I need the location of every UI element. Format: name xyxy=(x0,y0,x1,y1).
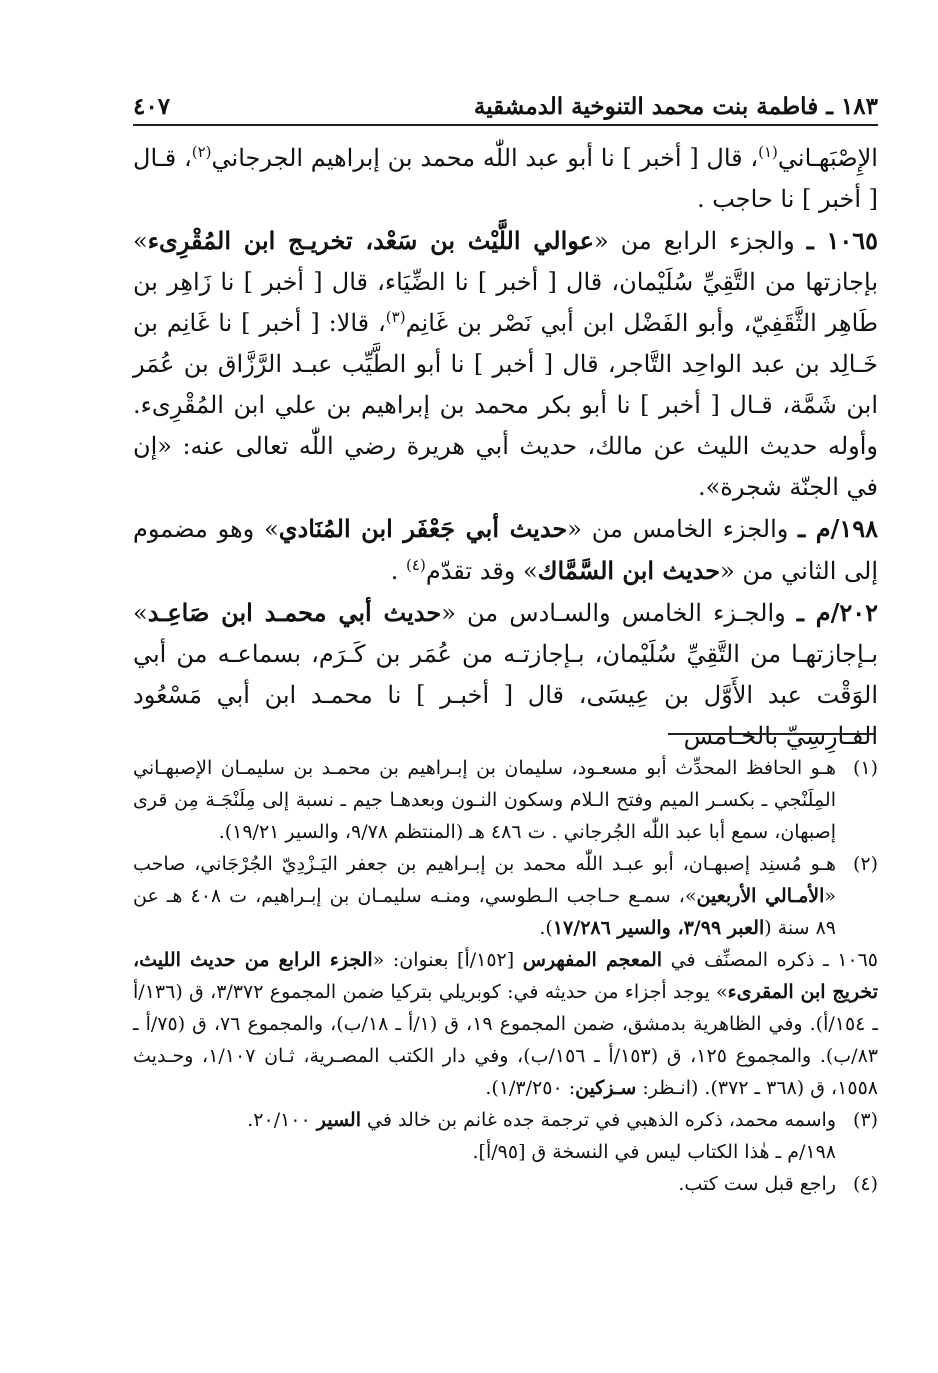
footnote-1 xyxy=(133,752,878,848)
footnote-mark: (٢) xyxy=(852,853,878,875)
footnotes xyxy=(133,752,878,1200)
text-span: والجـزء الخامس والسـادس من « xyxy=(441,599,797,627)
footnote-3 xyxy=(133,1104,878,1136)
footnote-mark: (٣) xyxy=(852,1109,878,1131)
footnote-ref-2: (٢) xyxy=(191,143,212,161)
entry-number: ٢٠٢/م ـ xyxy=(796,598,879,627)
footnote-mark: (٤) xyxy=(852,1173,878,1195)
footnote-4 xyxy=(133,1168,878,1200)
footnote-1065 xyxy=(133,944,878,1104)
text-span: » بإجازتها من التَّقِيِّ سُلَيْمان، قال [ أخبر ] نا الضِّيَاء، قال [ أخبر ] نا زَاهِر بن طَاهِر الثَّقَفِيّ، وأبو الفَضْل ابن أبي نَصْر بن غَانِم xyxy=(133,227,878,337)
footnote-2 xyxy=(133,848,878,944)
text-span: » يوجد أجزاء من حديثه في: كوبريلي بتركيا ضمن المجموع ٣/٣٧٢، ق (١٣٦/أ ـ ١٥٤/أ). وفي الظاهرية بدمشق، ضمن المجموع ١٩، ق (١/أ ـ ١٨/ب)، والمجموع ٧٦، ق (٧٥/أ ـ ٨٣/ب). والمجموع ١٢٥، ق (١٥٣/أ ـ ١٥٦/ب)، وفي دار الكتب المصـرية، ثـان ١/١٠٧، وحـديث ١٥٥٨، ق (٣٦٨ ـ ٣٧٢). (انـظر: xyxy=(133,981,878,1099)
text-span: والجزء الخامس من « xyxy=(567,515,799,543)
text-span: . xyxy=(390,557,407,585)
page-number: ٤٠٧ xyxy=(133,93,171,120)
text-span: » وهو مضموم إلى الثاني من « xyxy=(133,515,878,585)
text-span: واسمه محمد، ذكره الذهبي في ترجمة جده غانم بن خالد في xyxy=(361,1109,836,1131)
entry-number: ١٠٦٥ ـ xyxy=(806,226,879,255)
bold-span: السير xyxy=(316,1109,361,1131)
bold-span: سـزكين xyxy=(575,1077,637,1099)
footnote-rule xyxy=(668,733,876,735)
text-span: ٢٠/١٠٠. xyxy=(247,1109,317,1131)
book-title: حديث أبي جَعْفَر ابن المُنَادي xyxy=(278,514,568,543)
footnote-ref-1: (١) xyxy=(758,143,778,161)
footnote-text: هـو الحافظ المحدِّث أبو مسعـود، سليمان بن إبـراهيم بن محمـد بن سليمـان الإصبهـاني المِلَنْجي ـ بكسـر الميم وفتح الـلام وسكون النـون وبعدهـا جيم ـ نسبة إلى مِلَنْجَـة مِن قرى إصبهان، سمع أبا عبد اللّٰه الجُرجاني . ت ٤٨٦ هـ (المنتظم ٩/٧٨، والسير ١٩/٢١). xyxy=(133,757,836,843)
book-title: عوالي اللَّيْث بن سَعْد، تخريـج ابن المُقْرِىء xyxy=(147,226,594,255)
page-header xyxy=(133,86,878,120)
running-title: ١٨٣ ـ فاطمة بنت محمد التنوخية الدمشقية xyxy=(473,93,878,120)
entry-198m xyxy=(133,508,878,592)
footnote-198m xyxy=(133,1136,878,1168)
text-span: ). xyxy=(539,917,553,939)
paragraph-continuation xyxy=(133,138,878,220)
text-span: » وقد تقدّم xyxy=(425,557,538,585)
bold-span: المعجم المفهرس xyxy=(522,949,663,971)
text-span: ، قـال [ أخبر ] نا حاجب . xyxy=(133,144,878,213)
bold-span: العبر ٣/٩٩، والسير ١٧/٢٨٦ xyxy=(552,917,765,939)
entry-1065 xyxy=(133,220,878,508)
text-span: ١٠٦٥ ـ ذكره المصنِّف في xyxy=(662,949,879,971)
main-text xyxy=(133,138,878,757)
footnote-ref-3: (٣) xyxy=(385,308,406,326)
text-span: ، قال [ أخبر ] نا أبو عبد اللّٰه محمد بن إبراهيم الجرجاني xyxy=(211,144,759,172)
text-span: : ١/٣/٢٥٠). xyxy=(485,1077,576,1099)
text-span: ، قالا: [ أخبر ] نا غَانِم بن خَـالِد بن عبد الواحِد التَّاجر، قال [ أخبر ] نا أبو الطَّيِّب عبـد الرَّزَّاق بن عُمَر ابن شَمَّة، قـال [ أخبر ] نا أبو بكر محمد بن إبراهيم بن علي ابن المُقْرِىء. وأوله حديث الليث عن مالك، حديث أبي هريرة رضي اللّٰه تعالى عنه: «إن في الجنّة شجرة». xyxy=(133,309,879,501)
footnote-text: ١٩٨/م ـ هٰذا الكتاب ليس في النسخة ق [٩٥/أ]. xyxy=(472,1141,836,1163)
entry-number: ١٩٨/م ـ xyxy=(798,514,879,543)
footnote-text xyxy=(133,848,836,944)
text-span: »، سمـع حـاجب الـطوسي، ومنـه سليمـان بن إبـراهيم، ت ٤٠٨ هـ عن ٨٩ سنة ( xyxy=(133,885,836,939)
text-span: » بـإجازتهـا من التَّقِيِّ سُلَيْمان، بـإجازتـه من عُمَر بن كَـرَم، بسماعـه من أبي الوَقْت عبد الأَوَّل بن عِيسَى، قال [ أخبـر ] نا محمـد ابن أبي مَسْعُود الفـارِسِيِّ بالخـامس xyxy=(133,599,878,750)
text-span: الإِصْبَهـاني xyxy=(777,144,878,172)
header-rule xyxy=(133,124,878,126)
bold-span: الجزء الرابع من حديث الليث، تخريج ابن المقرىء xyxy=(133,949,878,1003)
footnote-mark-blank xyxy=(836,1136,878,1168)
footnote-text: راجع قبل ست كتب. xyxy=(678,1173,836,1195)
text-span: والجزء الرابع من « xyxy=(593,227,807,255)
footnote-ref-4: (٤) xyxy=(406,556,426,574)
bold-span: الأمـالي الأربعين xyxy=(696,885,825,907)
footnote-text xyxy=(133,944,878,1104)
text-span: هـو مُسنِد إصبهـان، أبو عبـد اللّٰه محمد بن إبـراهيم بن جعفر اليَـزْدِيّ الجُرْجَاني، صاحب « xyxy=(133,853,836,907)
book-title: حديث ابن السَّمَّاك xyxy=(537,556,721,585)
footnote-mark: (١) xyxy=(852,757,878,779)
text-span: [١٥٢/أ] بعنوان: « xyxy=(372,949,523,971)
book-title: حديث أبي محمـد ابن صَاعِـد xyxy=(147,598,442,627)
footnote-text xyxy=(133,1104,836,1136)
